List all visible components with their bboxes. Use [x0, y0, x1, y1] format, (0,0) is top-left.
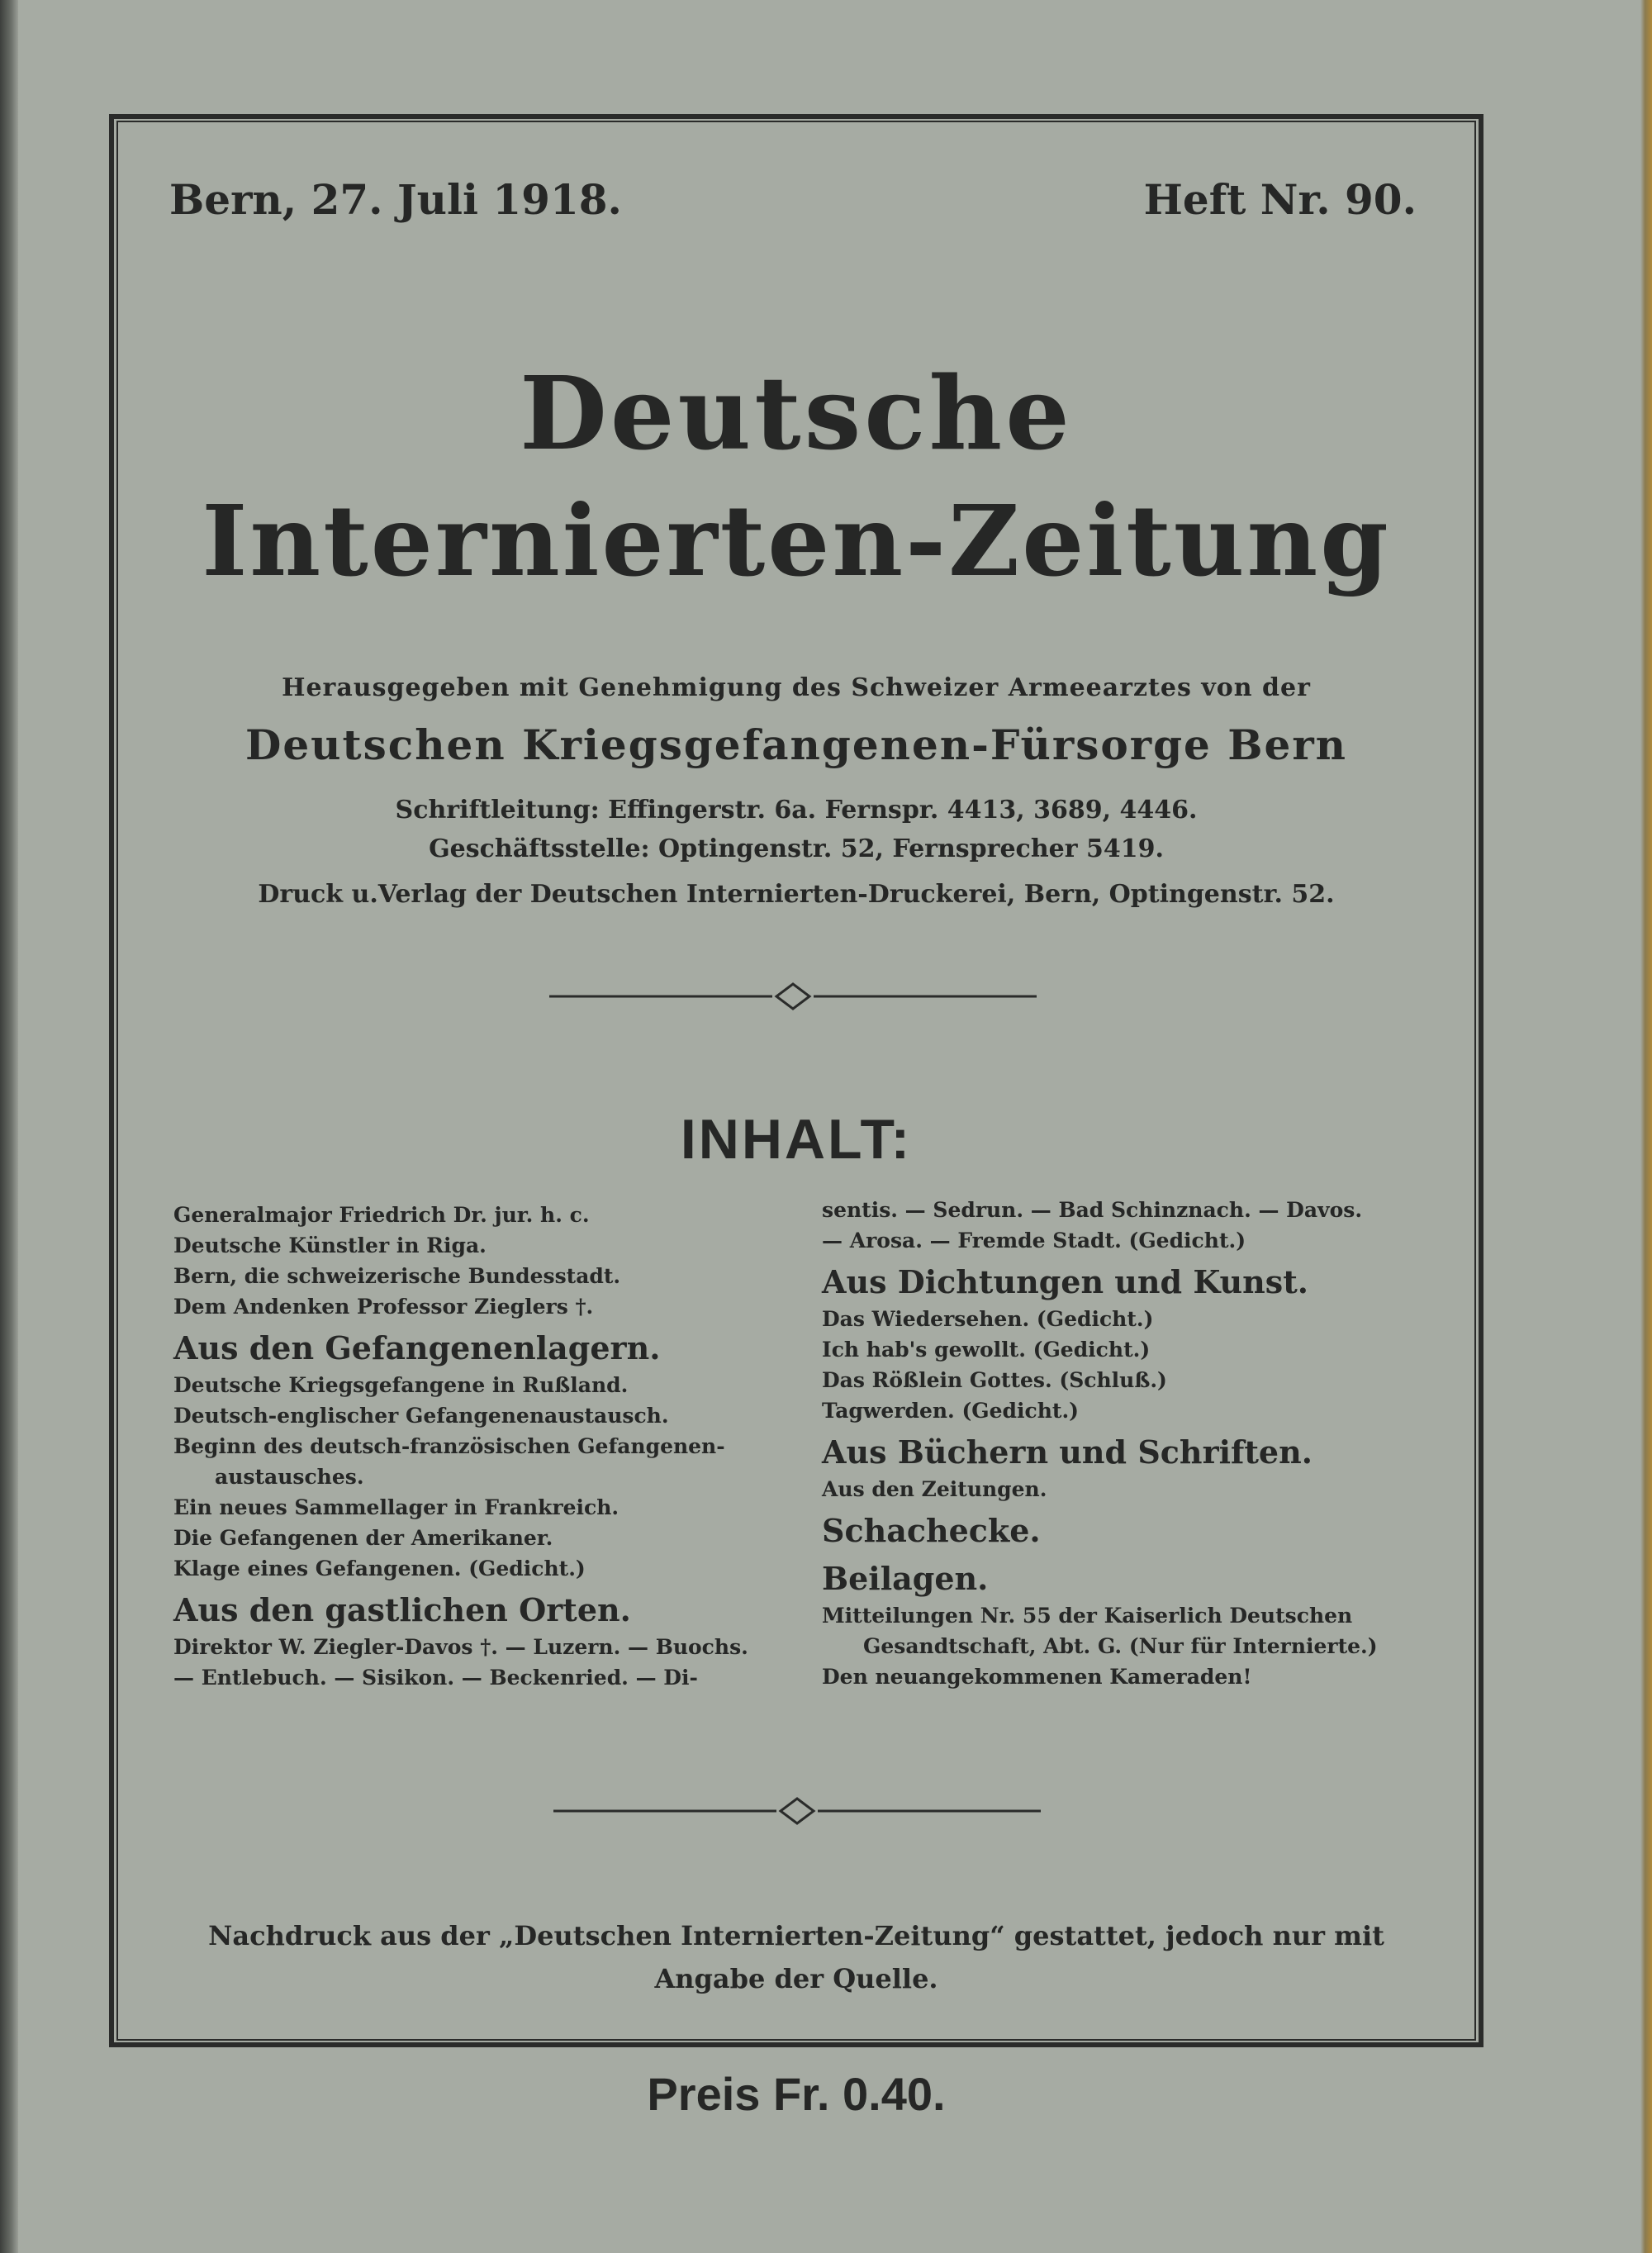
contents-section-heading: Aus Büchern und Schriften.: [822, 1433, 1313, 1471]
contents-item: Deutsche Kriegsgefangene in Rußland.: [173, 1373, 629, 1397]
printer-line: Druck u.Verlag der Deutschen Internierten-Druckerei, Bern, Optingenstr. 52.: [258, 880, 1335, 909]
editorial-address: Schriftleitung: Effingerstr. 6a. Fernspr. 4413, 3689, 4446.: [395, 796, 1198, 825]
contents-item: Klage eines Gefangenen. (Gedicht.): [173, 1557, 586, 1580]
contents-item: Deutsch-englischer Gefangenenaustausch.: [173, 1404, 669, 1428]
contents-item: — Entlebuch. — Sisikon. — Beckenried. — Di-: [173, 1666, 698, 1690]
ornament-divider-bottom: [549, 1794, 1045, 1828]
masthead-title-line2: Internierten-Zeitung: [202, 483, 1391, 598]
contents-section-heading: Beilagen.: [822, 1560, 989, 1597]
contents-section-heading: Aus Dichtungen und Kunst.: [822, 1263, 1308, 1300]
contents-item: Den neuangekommenen Kameraden!: [822, 1665, 1252, 1689]
book-spine: [0, 0, 18, 2253]
contents-item: Dem Andenken Professor Zieglers †.: [173, 1295, 594, 1319]
contents-item: Generalmajor Friedrich Dr. jur. h. c.: [173, 1203, 590, 1227]
price: Preis Fr. 0.40.: [647, 2068, 946, 2120]
contents-item: Aus den Zeitungen.: [822, 1477, 1047, 1501]
contents-item: Mitteilungen Nr. 55 der Kaiserlich Deutschen: [822, 1604, 1353, 1628]
publisher-name: Deutschen Kriegsgefangenen-Fürsorge Bern: [244, 720, 1348, 769]
contents-section-heading: Aus den Gefangenenlagern.: [173, 1329, 661, 1367]
contents-section-heading: Schachecke.: [822, 1512, 1041, 1549]
contents-item: Bern, die schweizerische Bundesstadt.: [173, 1264, 621, 1288]
contents-heading: INHALT:: [680, 1108, 913, 1171]
page-edge: [1640, 0, 1652, 2253]
publisher-line-1: Herausgegeben mit Genehmigung des Schweizer Armeearztes von der: [282, 673, 1311, 702]
contents-item: Die Gefangenen der Amerikaner.: [173, 1526, 553, 1550]
contents-left-column: [173, 1200, 801, 1693]
contents-item: Gesandtschaft, Abt. G. (Nur für Internierte.): [863, 1634, 1378, 1658]
business-office-address: Geschäftsstelle: Optingenstr. 52, Fernsprecher 5419.: [429, 834, 1164, 863]
ornament-divider-top: [545, 980, 1041, 1013]
contents-item: sentis. — Sedrun. — Bad Schinznach. — Davos.: [822, 1198, 1363, 1222]
contents-item: Ich hab's gewollt. (Gedicht.): [822, 1338, 1151, 1362]
contents-section-heading: Aus den gastlichen Orten.: [173, 1591, 631, 1628]
contents-item: — Arosa. — Fremde Stadt. (Gedicht.): [822, 1229, 1246, 1252]
contents-item: austausches.: [215, 1465, 364, 1489]
contents-item: Das Wiedersehen. (Gedicht.): [822, 1307, 1154, 1331]
contents-item: Deutsche Künstler in Riga.: [173, 1233, 487, 1257]
contents-item: Das Rößlein Gottes. (Schluß.): [822, 1368, 1167, 1392]
contents-item: Direktor W. Ziegler-Davos †. — Luzern. — Buochs.: [173, 1635, 748, 1659]
issue-date: Bern, 27. Juli 1918.: [169, 175, 622, 224]
contents-item: Beginn des deutsch-französischen Gefangenen-: [173, 1434, 725, 1458]
issue-number: Heft Nr. 90.: [1143, 175, 1417, 224]
contents-item: Ein neues Sammellager in Frankreich.: [173, 1495, 620, 1519]
contents-right-column: [822, 1195, 1450, 1692]
reprint-notice-line2: Angabe der Quelle.: [654, 1963, 938, 1994]
masthead-title-line1: Deutsche: [520, 354, 1073, 473]
contents-item: Tagwerden. (Gedicht.): [822, 1399, 1079, 1423]
reprint-notice-line1: Nachdruck aus der „Deutschen Internierten-Zeitung“ gestattet, jedoch nur mit: [208, 1920, 1384, 1951]
